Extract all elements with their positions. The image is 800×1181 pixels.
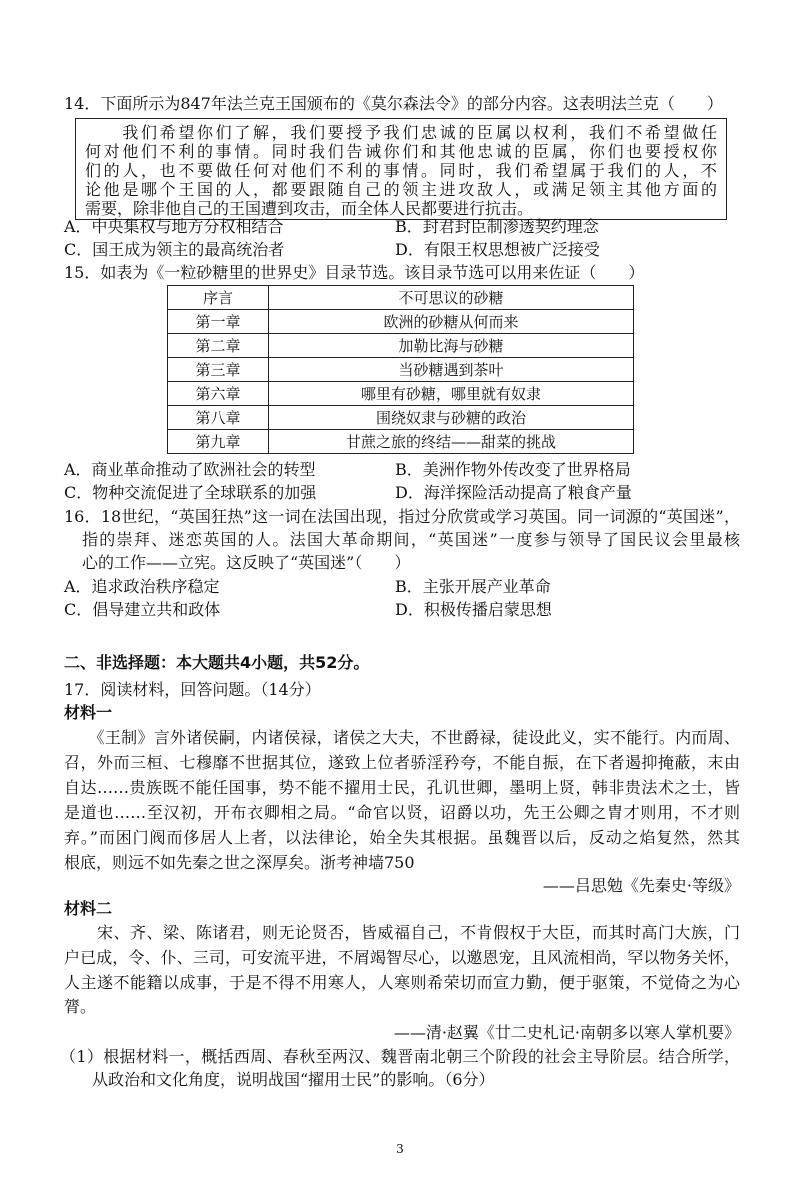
- material-2-title: 材料二: [64, 899, 113, 918]
- material-2-source: ——清·赵翼《廿二史札记·南朝多以寒人掌机要》: [393, 1023, 740, 1042]
- q14-option-b[interactable]: B．封君封臣制渗透契约理念: [395, 217, 599, 236]
- table-cell: 第二章: [168, 334, 269, 358]
- q15-option-b[interactable]: B．美洲作物外传改变了世界格局: [395, 460, 631, 479]
- q15-option-c[interactable]: C．物种交流促进了全球联系的加强: [64, 483, 317, 502]
- q14-option-d[interactable]: D．有限王权思想被广泛接受: [395, 240, 600, 259]
- q14-stem: 14．下面所示为847年法兰克王国颁布的《莫尔森法令》的部分内容。这表明法兰克（ ）: [64, 94, 723, 113]
- material-1-line: 是道也……至汉初，开布衣卿相之局。“命官以贤，诏爵以功，先王公卿之胄才则用，不才则: [64, 803, 740, 822]
- table-cell: 序言: [168, 286, 269, 310]
- material-1-source: ——吕思勉《先秦史·等级》: [542, 876, 740, 895]
- sub-question-1: （1）根据材料一，概括西周、春秋至两汉、魏晋南北朝三个阶段的社会主导阶层。结合所学，: [60, 1047, 740, 1066]
- q16-option-c[interactable]: C．倡导建立共和政体: [64, 600, 221, 619]
- page-number: 3: [396, 1142, 404, 1156]
- q14-quote-line: 需要，除非他自己的王国遭到攻击，而全体人民都要进行抗击。: [85, 199, 534, 218]
- material-1-title: 材料一: [64, 703, 113, 722]
- q14-quote-line: 论他是哪个王国的人，都要跟随自己的领主进攻敌人，或满足领主其他方面的: [85, 180, 717, 199]
- table-cell: 不可思议的砂糖: [269, 286, 634, 310]
- table-row: [168, 406, 634, 430]
- q14-option-a[interactable]: A．中央集权与地方分权相结合: [64, 217, 284, 236]
- material-2-line: 户已成，令、仆、三司，可安流平进，不屑竭智尽心，以邀恩宠，且风流相尚，罕以物务关怀，: [64, 948, 740, 967]
- material-1-line: 《王制》言外诸侯嗣，内诸侯禄，诸侯之大夫，不世爵禄，徒设此义，实不能行。内而周、: [64, 728, 740, 747]
- material-1-line: 根底，则远不如先秦之世之深厚矣。浙考神墙750: [64, 853, 415, 872]
- material-1-line: 弃。”而困门阀而侈居人上者，以法律论，始全失其根据。虽魏晋以后，反动之焰复然，然其: [64, 828, 740, 847]
- material-2-line: 膂。: [64, 997, 97, 1016]
- table-cell: 哪里有砂糖，哪里就有奴隶: [269, 382, 634, 406]
- q15-option-a[interactable]: A．商业革命推动了欧洲社会的转型: [64, 460, 316, 479]
- q14-quote-line: 何对他们不利的事情。同时我们告诫你们和其他忠诚的臣属，你们也要授权你: [85, 142, 717, 161]
- q16-option-b[interactable]: B．主张开展产业革命: [395, 577, 551, 596]
- q15-option-d[interactable]: D．海洋探险活动提高了粮食产量: [395, 483, 632, 502]
- material-2-line: 宋、齐、梁、陈诸君，则无论贤否，皆威福自己，不肯假权于大臣，而其时高门大族，门: [64, 923, 740, 942]
- table-cell: 甘蔗之旅的终结——甜菜的挑战: [269, 430, 634, 454]
- table-cell: 当砂糖遇到茶叶: [269, 358, 634, 382]
- q16-stem-line: 16．18世纪，“英国狂热”这一词在法国出现，指过分欣赏或学习英国。同一词源的“英国迷”，: [64, 507, 740, 526]
- q15-stem: 15．如表为《一粒砂糖里的世界史》目录节选。该目录节选可以用来佐证（ ）: [64, 263, 645, 282]
- q15-table: [167, 285, 634, 454]
- table-cell: 加勒比海与砂糖: [269, 334, 634, 358]
- material-1-line: 自达……贵族既不能任国事，势不能不擢用士民，孔讥世卿，墨明上贤，韩非贵法术之士，皆: [64, 778, 740, 797]
- section-heading: 二、非选择题：本大题共4小题，共52分。: [64, 653, 370, 672]
- table-row: [168, 286, 634, 310]
- table-cell: 第六章: [168, 382, 269, 406]
- q16-option-d[interactable]: D．积极传播启蒙思想: [395, 600, 552, 619]
- q14-quote-line: 们的人，也不要做任何对他们不利的事情。同时，我们希望属于我们的人，不: [85, 161, 717, 180]
- table-row: [168, 310, 634, 334]
- sub-question-1: 从政治和文化角度，说明战国“擢用士民”的影响。（6分）: [60, 1070, 495, 1089]
- table-row: [168, 334, 634, 358]
- table-cell: 第九章: [168, 430, 269, 454]
- table-row: [168, 382, 634, 406]
- table-cell: 围绕奴隶与砂糖的政治: [269, 406, 634, 430]
- table-row: [168, 430, 634, 454]
- q16-option-a[interactable]: A．追求政治秩序稳定: [64, 577, 220, 596]
- material-1-line: 召，外而三桓、七穆靡不世据其位，遂致上位者骄淫矜夸，不能自振，在下者遏抑掩蔽，末由: [64, 753, 740, 772]
- q16-stem-line: 心的工作——立宪。这反映了“英国迷”（ ）: [82, 553, 411, 572]
- table-cell: 第一章: [168, 310, 269, 334]
- q17-stem: 17．阅读材料，回答问题。（14分）: [64, 680, 321, 699]
- table-cell: 第三章: [168, 358, 269, 382]
- material-2-line: 人主遂不能籍以成事，于是不得不用寒人，人寒则希荣切而宣力勤，便于驱策，不觉倚之为心: [64, 973, 740, 992]
- table-row: [168, 358, 634, 382]
- table-cell: 第八章: [168, 406, 269, 430]
- q14-option-c[interactable]: C．国王成为领主的最高统治者: [64, 240, 285, 259]
- table-cell: 欧洲的砂糖从何而来: [269, 310, 634, 334]
- q14-quote-line: 我们希望你们了解，我们要授予我们忠诚的臣属以权利，我们不希望做任: [85, 123, 717, 142]
- q16-stem-line: 指的崇拜、迷恋英国的人。法国大革命期间，“英国迷”一度参与领导了国民议会里最核: [82, 530, 740, 549]
